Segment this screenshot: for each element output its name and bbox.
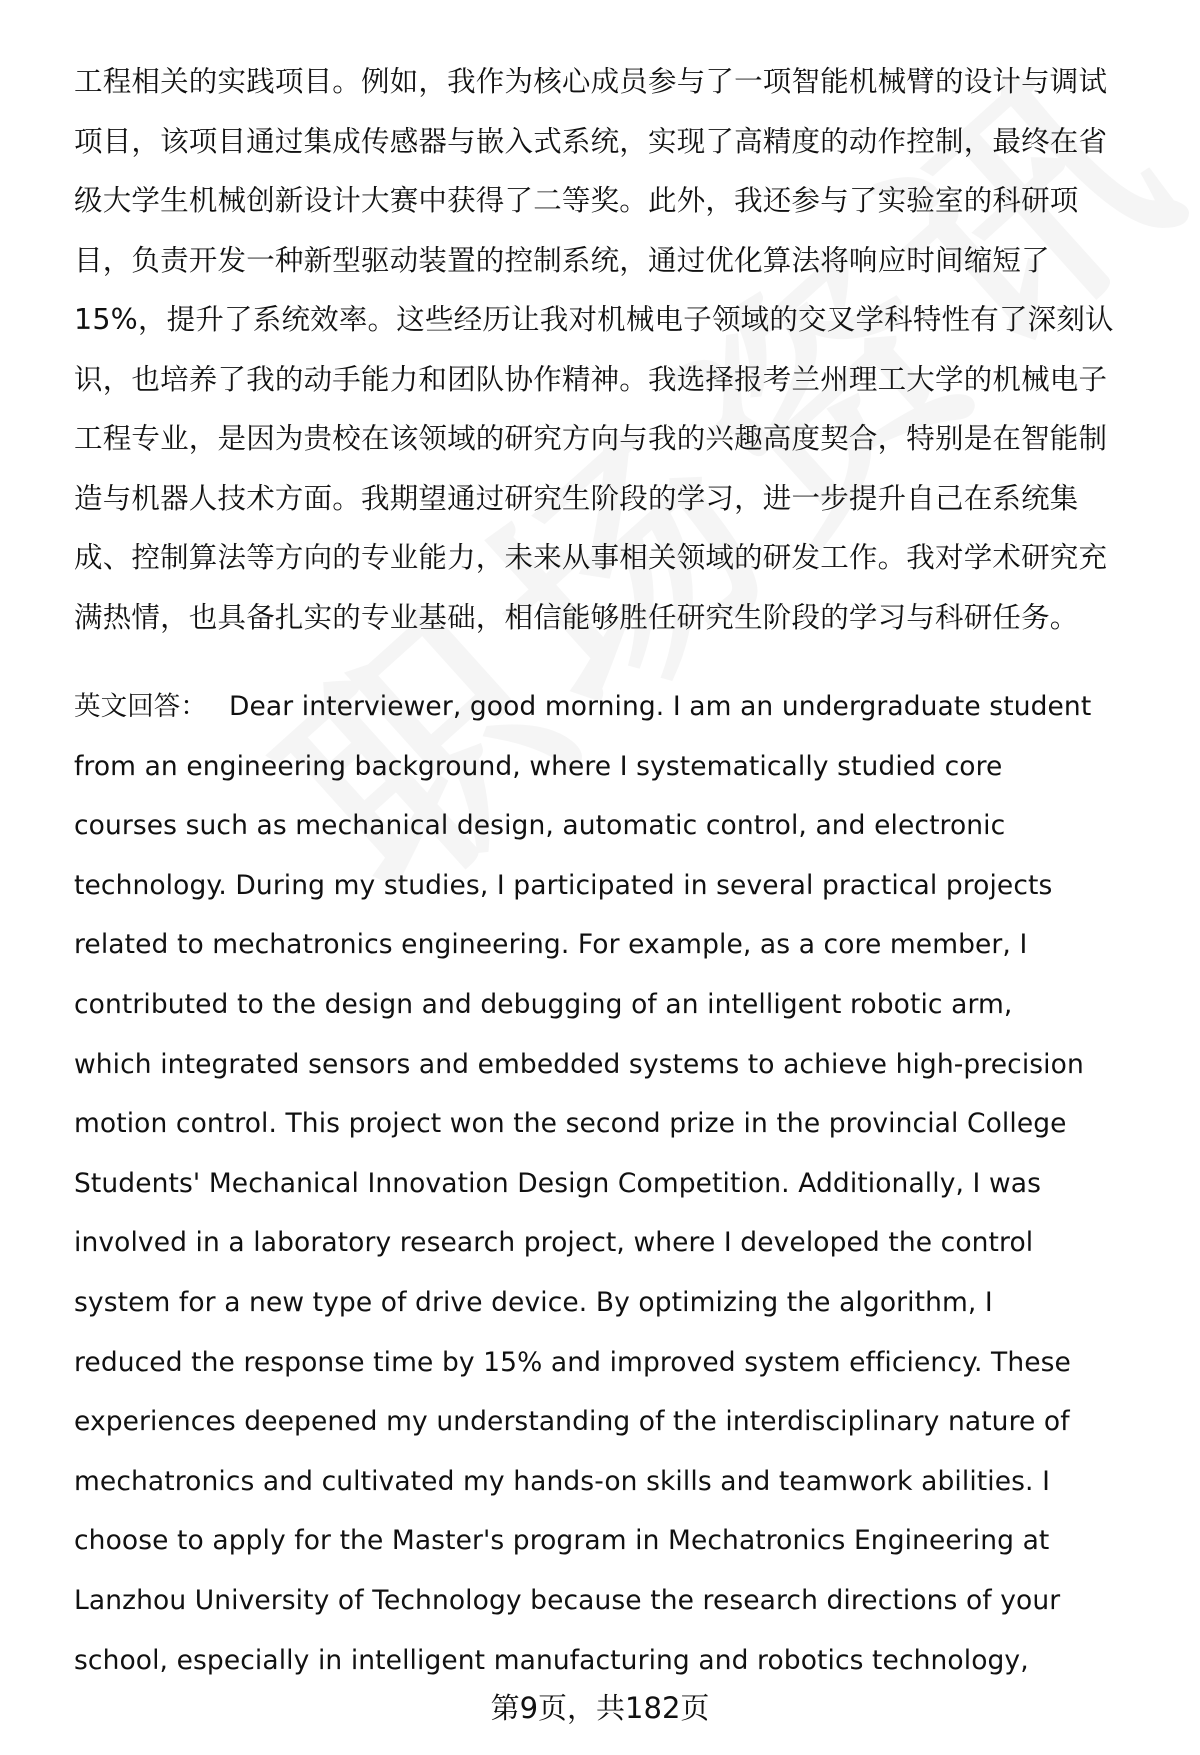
text-line: which integrated sensors and embedded systems to achieve high-precision: [74, 1048, 1084, 1080]
page-content: [74, 52, 1150, 1690]
text-line: 15%，提升了系统效率。这些经历让我对机械电子领域的交叉学科特性有了深刻认: [74, 303, 1114, 336]
text-line: Students' Mechanical Innovation Design Competition. Additionally, I was: [74, 1167, 1041, 1199]
english-answer-label: 英文回答：: [74, 691, 207, 722]
text-line: mechatronics and cultivated my hands-on skills and teamwork abilities. I: [74, 1465, 1051, 1497]
text-line: reduced the response time by 15% and improved system efficiency. These: [74, 1346, 1071, 1378]
text-line: system for a new type of drive device. By optimizing the algorithm, I: [74, 1286, 993, 1318]
paragraph-gap: [74, 647, 1150, 677]
text-line: choose to apply for the Master's program in Mechatronics Engineering at: [74, 1525, 1050, 1557]
text-line: 工程相关的实践项目。例如，我作为核心成员参与了一项智能机械臂的设计与调试: [74, 65, 1108, 98]
text-line: related to mechatronics engineering. For example, as a core member, I: [74, 929, 1028, 961]
text-line: involved in a laboratory research project, where I developed the control: [74, 1227, 1034, 1259]
text-line: 满热情，也具备扎实的专业基础，相信能够胜任研究生阶段的学习与科研任务。: [74, 600, 1079, 634]
page-number: 第9页，共182页: [490, 1691, 710, 1725]
chinese-paragraph: [74, 52, 1150, 647]
text-line: 目，负责开发一种新型驱动装置的控制系统，通过优化算法将响应时间缩短了: [74, 243, 1050, 277]
text-line: experiences deepened my understanding of the interdisciplinary nature of: [74, 1406, 1070, 1438]
text-line: 成、控制算法等方向的专业能力，未来从事相关领域的研发工作。我对学术研究充: [74, 541, 1108, 574]
text-line: courses such as mechanical design, automatic control, and electronic: [74, 810, 1006, 842]
text-line: 项目，该项目通过集成传感器与嵌入式系统，实现了高精度的动作控制，最终在省: [74, 124, 1108, 158]
text-line: 造与机器人技术方面。我期望通过研究生阶段的学习，进一步提升自己在系统集: [74, 481, 1079, 515]
text-line: [74, 677, 1150, 737]
text-line: 识，也培养了我的动手能力和团队协作精神。我选择报考兰州理工大学的机械电子: [74, 362, 1108, 396]
text-line: 工程专业，是因为贵校在该领域的研究方向与我的兴趣高度契合，特别是在智能制: [74, 422, 1108, 455]
english-paragraph: [74, 677, 1150, 1690]
text-line: school, especially in intelligent manufacturing and robotics technology,: [74, 1644, 1029, 1676]
text-line: 级大学生机械创新设计大赛中获得了二等奖。此外，我还参与了实验室的科研项: [74, 184, 1079, 217]
text-line: from an engineering background, where I systematically studied core: [74, 750, 1003, 782]
text-line: contributed to the design and debugging of an intelligent robotic arm,: [74, 988, 1013, 1020]
text-line: motion control. This project won the second prize in the provincial College: [74, 1108, 1067, 1140]
text-line: technology. During my studies, I participated in several practical projects: [74, 869, 1053, 901]
text-line-content: Dear interviewer, good morning. I am an undergraduate student: [229, 691, 1092, 722]
text-line: Lanzhou University of Technology because the research directions of your: [74, 1584, 1061, 1616]
